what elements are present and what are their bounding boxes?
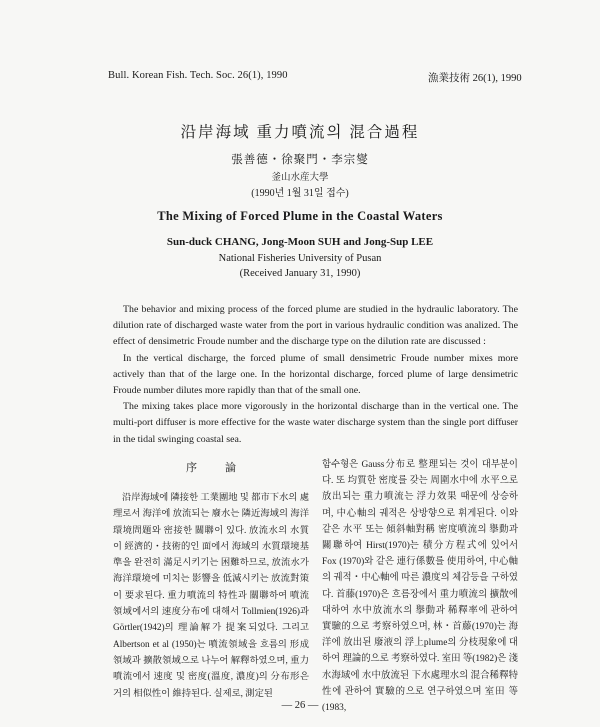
- korean-title: 沿岸海域 重力噴流의 混合過程: [180, 124, 420, 141]
- korean-affiliation: 釜山水産大學: [271, 173, 329, 183]
- journal-header-left: Bull. Korean Fish. Tech. Soc. 26(1), 1990: [108, 70, 288, 81]
- journal-header-right: 漁業技術 26(1), 1990: [428, 73, 522, 84]
- english-received-date: (Received January 31, 1990): [239, 268, 361, 279]
- english-affiliation: National Fisheries University of Pusan: [218, 253, 382, 264]
- abstract-paragraph: The mixing takes place more vigorously in the horizontal discharge than in the vertical one. The multi-port diffuser is more effective for the waste water discharge system than the single port diffuser in the tidal swinging coastal sea.: [113, 401, 518, 445]
- body-column-left: [113, 490, 309, 702]
- page-number: — 26 —: [281, 700, 319, 711]
- body-paragraph: 함수형은 Gauss分布로 整理되는 것이 대부분이다. 또 均質한 密度를 갖는 周圍水中에 水平으로 放出되는 重力噴流는 浮力效果 때문에 상승하며, 中心軸의 궤적은 상방향으로 휘게된다. 이와같은 水平 또는 傾斜軸對稱 密度噴流의 擧動과 關聯하여 Hirst(1970)는 積分方程式에 있어서 Fox (1970)와 같은 連行係數를 使用하여, 中心軸의 궤적・中心軸에 따른 濃度의 체감등을 구하였다. 首藤(1970)은 흐름장에서 重力噴流의 擴散에 대하여 水中放流水의 擧動과 稀釋率에 관하여 實驗的으로 考察하였으며, 林・首藤(1970)는 海洋에 放出된 廢液의 浮上plume의 分枝現象에 대하여 理論的으로 考察하였다. 室田 等(1982)은 淺水海域에 水中放流된 下水處理水의 混合稀釋特性에 관하여 實驗的으로 연구하였으며 室田 等(1983,: [322, 460, 518, 714]
- korean-authors: 張善德・徐聚門・李宗燮: [231, 154, 369, 166]
- body-column-right: [322, 457, 518, 716]
- abstract: [113, 302, 518, 448]
- body-paragraph: 沿岸海域에 隣接한 工業團地 및 都市下水의 處理로서 海洋에 放流되는 廢水는 隣近海域의 海洋環境問題와 密接한 關聯이 있다. 放流水의 水質이 經濟的・技術的인 面에서 海域의 水質環境基準을 완전히 滿足시키기는 困難하므로, 放流水가 海洋環境에 미치는 影響을 低減시키는 放流對策이 要求된다. 重力噴流의 特性과 關聯하여 噴流領域에서의 速度分布에 대해서 Tollmien(1926)과 Görtler(1942)의 理論解가 提案되었다. 그리고 Albertson et al (1950)는 噴流領域을 흐름의 形成領域과 擴散領域으로 나누어 解釋하였으며, 重力噴流에서 速度 및 密度(溫度, 濃度)의 分布形은 거의 相似性이 維持된다. 실제로, 測定된: [113, 493, 309, 699]
- english-title: The Mixing of Forced Plume in the Coastal Waters: [157, 209, 443, 223]
- korean-received-date: (1990년 1월 31일 접수): [251, 188, 349, 199]
- section-heading-introduction: 序論: [186, 462, 264, 474]
- abstract-paragraph: In the vertical discharge, the forced plume of small densimetric Froude number mixes more actively than that of the large one. In the horizontal discharge, forced plume of large densimetric Froude number dilutes more rapidly than that of the small one.: [113, 352, 518, 397]
- english-authors: Sun-duck CHANG, Jong-Moon SUH and Jong-Sup LEE: [166, 236, 434, 248]
- abstract-paragraph: The behavior and mixing process of the forced plume are studied in the hydraulic laboratory. The dilution rate of discharged waste water from the port in various hydraulic condition was analized. The effect of densimetric Froude number and the discharge type on the dilution rate are discussed :: [113, 304, 518, 348]
